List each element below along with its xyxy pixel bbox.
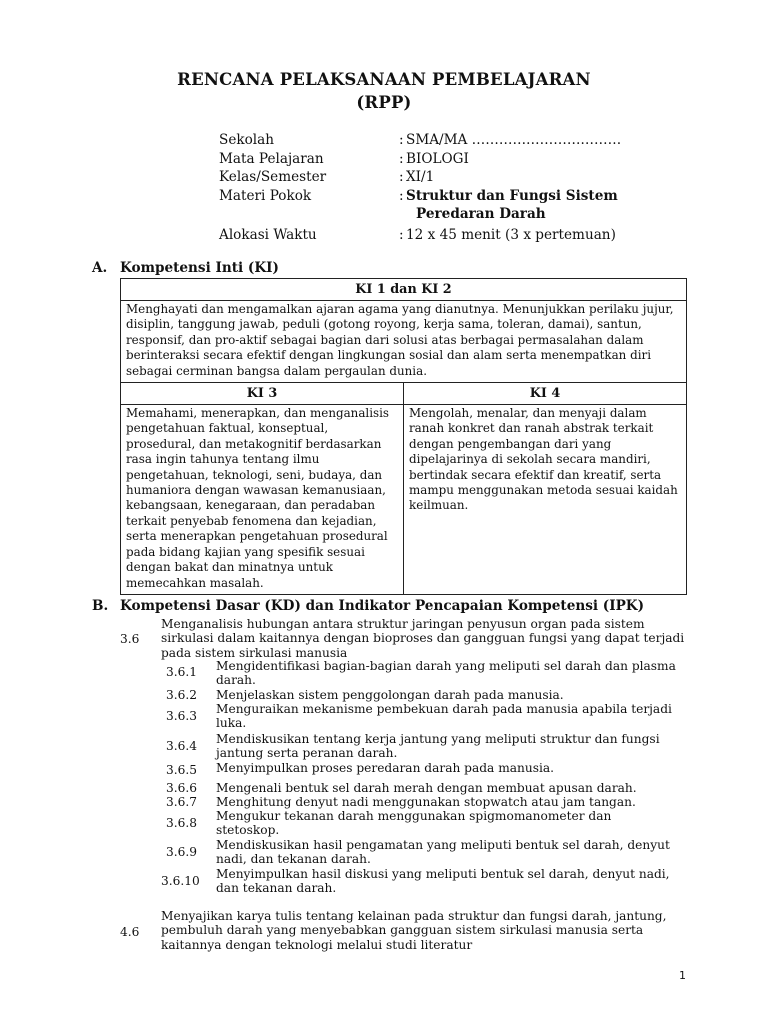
section-letter: A. <box>92 260 108 276</box>
identity-value <box>406 188 618 204</box>
identity-value: XI/1 <box>406 169 435 185</box>
ki12-text: Menghayati dan mengamalkan ajaran agama yang dianutnya. Menunjukkan perilaku jujur, disiplin, tanggung jawab, peduli (gotong royong, kerja sama, toleran, damai), santun, responsif, dan pro-aktif sebagai bagian dari solusi atas berbagai permasalahan dalam berinteraksi secara efektif dengan lingkungan sosial dan alam serta menempatkan diri sebagai cerminan bangsa dalam pergaulan dunia. <box>121 301 687 383</box>
materi-line1: Struktur dan Fungsi Sistem <box>406 187 618 204</box>
kd-text: Menganalisis hubungan antara struktur jaringan penyusun organ pada sistem sirkulasi dalam kaitannya dengan bioproses dan gangguan fungsi yang dapat terjadi pada sistem sirkulasi manusia <box>161 617 685 660</box>
identity-label: Materi Pokok <box>219 187 312 204</box>
ki12-header: KI 1 dan KI 2 <box>121 279 687 301</box>
ki-table <box>120 278 687 595</box>
indicator-text: Menjelaskan sistem penggolongan darah pada manusia. <box>216 688 564 702</box>
page-number: 1 <box>679 969 686 982</box>
identity-colon: : <box>399 150 404 167</box>
indicator-text: Menyimpulkan proses peredaran darah pada manusia. <box>216 761 555 775</box>
kd-number: 3.6 <box>120 632 140 646</box>
ki3-header: KI 3 <box>121 383 404 405</box>
identity-colon: : <box>399 169 404 185</box>
indicator-number: 3.6.8 <box>166 816 198 830</box>
document-subtitle: (RPP) <box>356 93 412 112</box>
indicator-text: Mengidentifikasi bagian-bagian darah yang meliputi sel darah dan plasma darah. <box>216 659 676 688</box>
identity-value: SMA/MA …………………………… <box>406 132 622 148</box>
indicator-text: Mendiskusikan hasil pengamatan yang meliputi bentuk sel darah, denyut nadi, dan tekanan darah. <box>216 838 670 867</box>
indicator-text: Mendiskusikan tentang kerja jantung yang meliputi struktur dan fungsi jantung serta peranan darah. <box>216 732 660 761</box>
indicator-text: Menyimpulkan hasil diskusi yang meliputi bentuk sel darah, denyut nadi, dan tekanan darah. <box>216 867 670 896</box>
indicator-text: Menguraikan mekanisme pembekuan darah pada manusia apabila terjadi luka. <box>216 702 672 731</box>
ki3-text: Memahami, menerapkan, dan menganalisis pengetahuan faktual, konseptual, prosedural, dan metakognitif berdasarkan rasa ingin tahunya tentang ilmu pengetahuan, teknologi, seni, budaya, dan humaniora dengan wawasan kemanusiaan, kebangsaan, kenegaraan, dan peradaban terkait penyebab fenomena dan kejadian, serta menerapkan pengetahuan prosedural pada bidang kajian yang spesifik sesuai dengan bakat dan minatnya untuk memecahkan masalah. <box>121 405 404 595</box>
kd-number: 4.6 <box>120 925 140 939</box>
indicator-number: 3.6.9 <box>166 845 198 859</box>
section-letter: B. <box>92 598 109 614</box>
identity-value: 12 x 45 menit (3 x pertemuan) <box>406 226 616 243</box>
ki4-text: Mengolah, menalar, dan menyaji dalam ranah konkret dan ranah abstrak terkait dengan pengembangan dari yang dipelajarinya di sekolah secara mandiri, bertindak secara efektif dan kreatif, serta mampu menggunakan metoda sesuai kaidah keilmuan. <box>404 405 687 595</box>
document-title: RENCANA PELAKSANAAN PEMBELAJARAN <box>177 70 591 89</box>
indicator-number: 3.6.4 <box>166 739 198 753</box>
materi-line2: Peredaran Darah <box>416 206 546 222</box>
indicator-number: 3.6.3 <box>166 709 198 723</box>
identity-colon: : <box>399 187 404 204</box>
indicator-number: 3.6.1 <box>166 665 198 679</box>
indicator-text: Menghitung denyut nadi menggunakan stopwatch atau jam tangan. <box>216 795 636 809</box>
identity-label: Mata Pelajaran <box>219 150 324 167</box>
identity-label: Sekolah <box>219 132 274 148</box>
indicator-text: Mengukur tekanan darah menggunakan spigmomanometer dan stetoskop. <box>216 809 612 838</box>
indicator-number: 3.6.5 <box>166 763 198 777</box>
identity-value: BIOLOGI <box>406 150 469 167</box>
section-title: Kompetensi Inti (KI) <box>120 260 279 276</box>
indicator-number: 3.6.10 <box>161 874 200 888</box>
indicator-number: 3.6.2 <box>166 688 198 702</box>
indicator-text: Mengenali bentuk sel darah merah dengan membuat apusan darah. <box>216 781 637 795</box>
indicator-number: 3.6.6 <box>166 781 198 795</box>
identity-label: Alokasi Waktu <box>219 226 317 243</box>
indicator-number: 3.6.7 <box>166 795 198 809</box>
identity-value <box>416 206 546 222</box>
ki4-header: KI 4 <box>404 383 687 405</box>
identity-colon: : <box>399 132 404 148</box>
section-title: Kompetensi Dasar (KD) dan Indikator Pencapaian Kompetensi (IPK) <box>120 598 645 614</box>
identity-colon: : <box>399 226 404 243</box>
kd-text: Menyajikan karya tulis tentang kelainan pada struktur dan fungsi darah, jantung, pembuluh darah yang menyebabkan gangguan sistem sirkulasi manusia serta kaitannya dengan teknologi melalui studi literatur <box>161 909 667 952</box>
identity-label: Kelas/Semester <box>219 169 327 185</box>
